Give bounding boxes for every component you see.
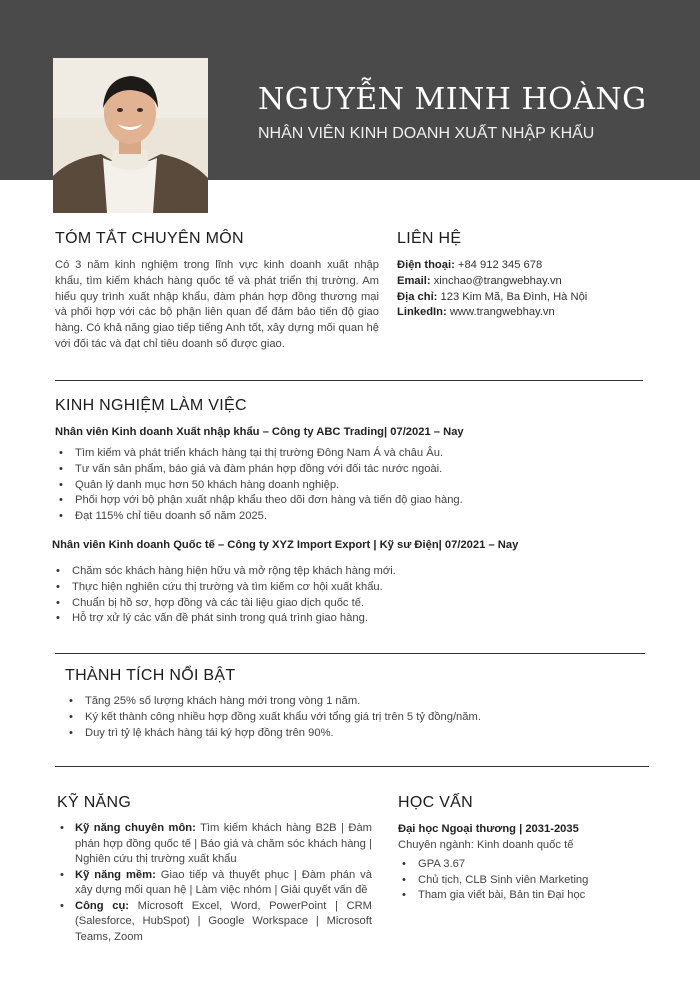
experience-job-2 [52,539,647,627]
job-duties-list [55,446,645,525]
divider [55,653,645,654]
skills-list [57,821,372,945]
address-value: 123 Kim Mã, Ba Đình, Hà Nội [440,290,588,303]
job-title: Nhân viên Kinh doanh Xuất nhập khẩu – Công ty ABC Trading| 07/2021 – Nay [55,426,464,438]
email-value[interactable]: xinchao@trangwebhay.vn [433,274,562,287]
list-item: • Tìm kiếm và phát triển khách hàng tại thị trường Đông Nam Á và châu Âu. [55,446,645,462]
summary-text: Có 3 năm kinh nghiệm trong lĩnh vực kinh doanh xuất nhập khẩu, tìm kiếm khách hàng quốc tế và phát triển thị trường. Am hiểu quy trình xuất nhập khẩu, đàm phán hợp đồng thương mại và phối hợp với các bộ phận liên quan để đảm bảo tiến độ giao hàng. Có khả năng giao tiếp tiếng Anh tốt, xây dựng mối quan hệ với đối tác và đạt chỉ tiêu doanh số được giao. [55,259,379,350]
list-item: • Duy trì tỷ lệ khách hàng tái ký hợp đồng trên 90%. [65,726,645,742]
phone-label: Điện thoại: [397,259,455,271]
contact-email [397,274,657,290]
summary-heading: TÓM TẮT CHUYÊN MÔN [55,230,244,247]
list-item: • Tư vấn sản phẩm, báo giá và đàm phán hợp đồng với đối tác nước ngoài. [55,462,645,478]
job-duties-list [52,564,647,627]
list-item: • Hỗ trợ xử lý các vấn đề phát sinh trong quá trình giao hàng. [52,611,647,627]
achievements-list [65,694,645,741]
contact-phone [397,258,657,274]
experience-section [55,397,645,525]
contact-list [397,258,657,321]
list-item: • Tham gia viết bài, Bản tin Đại học [398,888,668,904]
email-label: Email: [397,274,431,287]
skills-section [57,794,372,945]
major: Chuyên ngành: Kinh doanh quốc tế [398,839,574,851]
contact-linkedin [397,305,657,321]
contact-address [397,290,657,306]
contact-section [397,230,657,321]
summary-section [55,230,379,353]
achievements-section [65,667,645,741]
skill-label: Kỹ năng mềm: [75,868,156,881]
achievements-heading: THÀNH TÍCH NỔI BẬT [65,667,236,684]
job-title: Nhân viên Kinh doanh Quốc tế – Công ty XYZ Import Export | Kỹ sư Điện| 07/2021 – Nay [52,539,519,551]
linkedin-value[interactable]: www.trangwebhay.vn [449,306,555,319]
education-heading: HỌC VẤN [398,794,473,811]
list-item: • Chủ tịch, CLB Sinh viên Marketing [398,873,668,889]
list-item: • Quản lý danh mục hơn 50 khách hàng doanh nghiệp. [55,478,645,494]
skill-label: Công cụ: [75,899,130,912]
education-section [398,794,668,904]
experience-heading: KINH NGHIỆM LÀM VIỆC [55,397,247,414]
phone-value: +84 912 345 678 [457,259,543,271]
skill-label: Kỹ năng chuyên môn: [75,822,196,834]
skill-text: Giao tiếp và thuyết phục | Đàm phán và xây dựng mối quan hệ | Làm việc nhóm | Giải quyết vấn đề [75,868,372,896]
list-item: • Thực hiện nghiên cứu thị trường và tìm kiếm cơ hội xuất khẩu. [52,580,647,596]
education-list [398,857,668,904]
portrait-image [53,58,208,213]
contact-heading: LIÊN HỆ [397,230,462,247]
list-item: • Ký kết thành công nhiều hợp đồng xuất khẩu với tổng giá trị trên 5 tỷ đồng/năm. [65,710,645,726]
list-item: • Chuẩn bị hồ sơ, hợp đồng và các tài liệu giao dịch quốc tế. [52,596,647,612]
list-item: • Phối hợp với bộ phận xuất nhập khẩu theo dõi đơn hàng và tiến độ giao hàng. [55,493,645,509]
profile-photo [53,58,208,213]
list-item: • GPA 3.67 [398,857,668,873]
skill-text: Tìm kiếm khách hàng B2B | Đàm phán hợp đồng quốc tế | Báo giá và chăm sóc khách hàng | Nghiên cứu thị trường xuất khẩu [75,822,372,865]
list-item: • Chăm sóc khách hàng hiện hữu và mở rộng tệp khách hàng mới. [52,564,647,580]
list-item [57,821,372,868]
skill-text: Microsoft Excel, Word, PowerPoint | CRM (Salesforce, HubSpot) | Google Workspace | Microsoft Teams, Zoom [75,899,372,943]
linkedin-label: LinkedIn: [397,306,447,319]
candidate-name: NGUYỄN MINH HOÀNG [258,82,647,117]
list-item: • Tăng 25% số lượng khách hàng mới trong vòng 1 năm. [65,694,645,710]
list-item [57,868,372,899]
candidate-role: NHÂN VIÊN KINH DOANH XUẤT NHẬP KHẨU [258,125,595,142]
divider [55,380,643,381]
address-label: Địa chỉ: [397,290,438,303]
skills-heading: KỸ NĂNG [57,794,132,811]
divider [55,766,649,767]
school-name: Đại học Ngoại thương | 2031-2035 [398,823,579,835]
list-item [57,899,372,946]
list-item: • Đạt 115% chỉ tiêu doanh số năm 2025. [55,509,645,525]
